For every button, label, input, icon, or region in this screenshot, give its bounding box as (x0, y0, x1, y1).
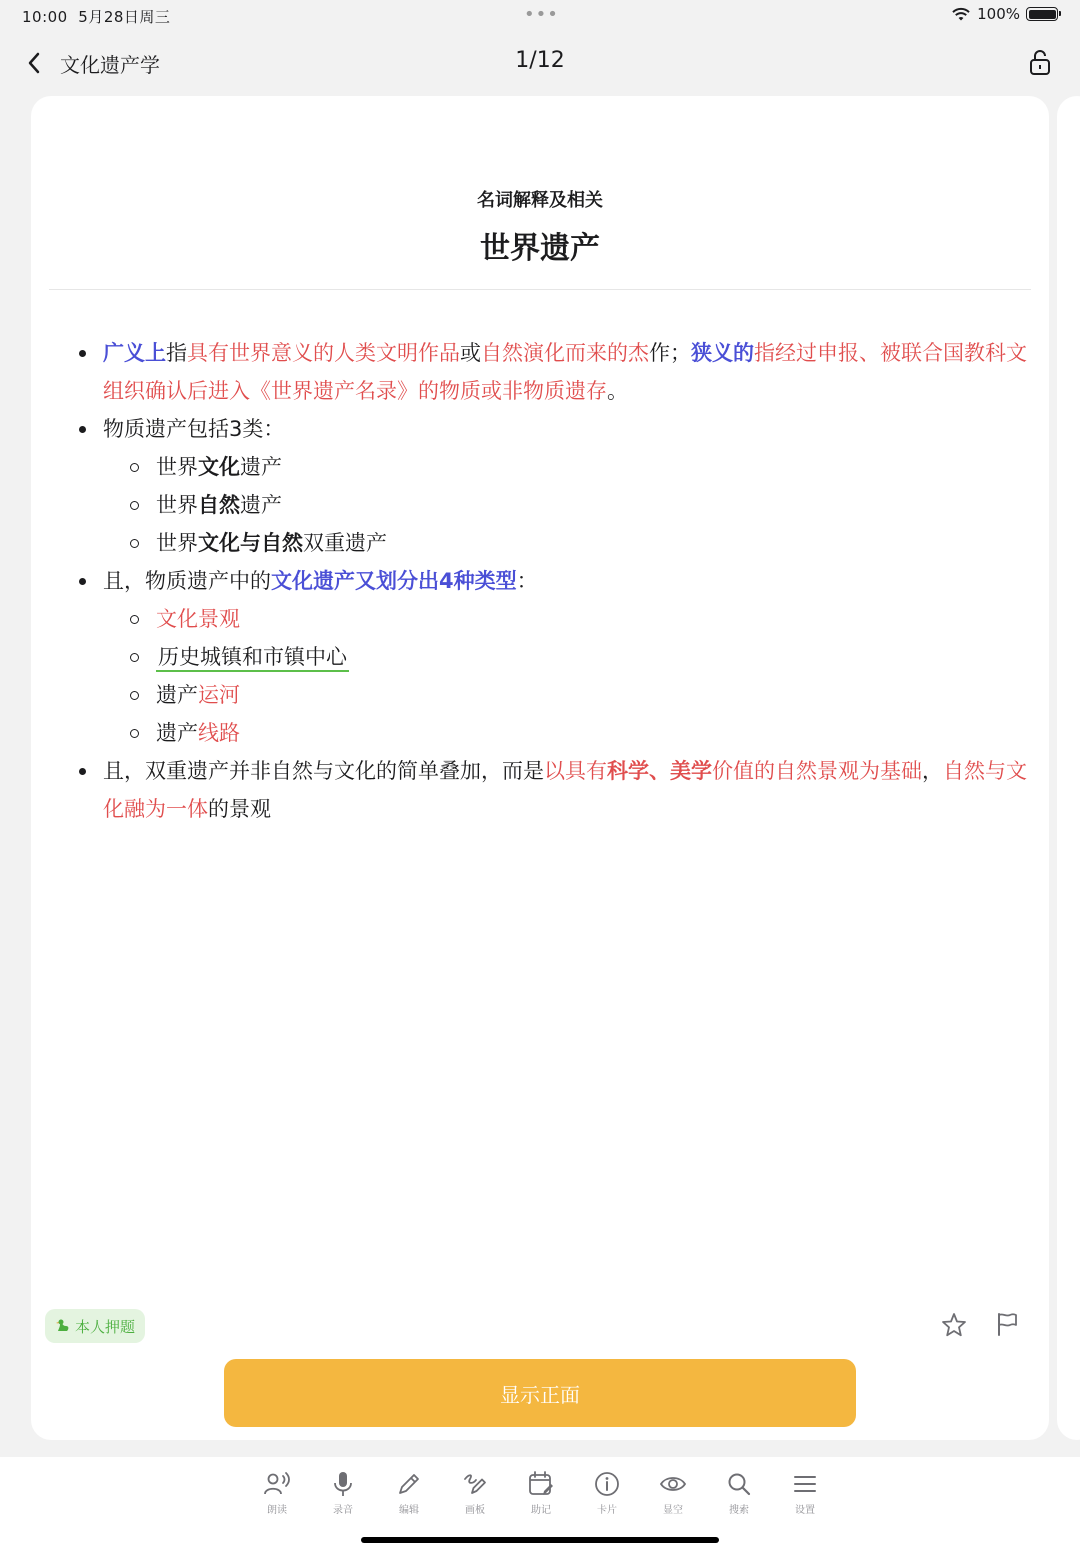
list-item: 世界自然遗产 (156, 486, 1033, 524)
tool-label: 显空 (663, 1505, 683, 1516)
next-card-peek[interactable] (1057, 96, 1080, 1440)
tag-label: 本人押题 (75, 1317, 136, 1336)
list-item: 世界文化遗产 (156, 448, 1033, 486)
battery-percent: 100% (977, 5, 1020, 23)
multitasking-dots[interactable]: ••• (524, 4, 559, 25)
back-chevron-icon[interactable] (20, 48, 50, 78)
list-item: 文化景观 (156, 600, 1033, 638)
card-content (103, 334, 1033, 828)
list-item: 且，双重遗产并非自然与文化的简单叠加，而是以具有科学、美学价值的自然景观为基础，自然与文化融为一体的景观 (103, 752, 1033, 828)
star-icon[interactable] (940, 1311, 968, 1339)
tool-label: 卡片 (597, 1505, 617, 1516)
search-icon (724, 1469, 754, 1499)
bottom-toolbar (0, 1457, 1080, 1554)
tool-label: 画板 (465, 1505, 485, 1516)
home-indicator[interactable] (361, 1537, 719, 1543)
show-front-button[interactable]: 显示正面 (224, 1359, 856, 1427)
drawing-icon (460, 1469, 490, 1499)
tag-badge[interactable] (45, 1309, 145, 1343)
tool-label: 朗读 (267, 1505, 287, 1516)
nav-bar (0, 36, 1080, 90)
read-aloud-icon (262, 1469, 292, 1499)
unlock-icon[interactable] (1026, 47, 1054, 77)
card-subtitle: 名词解释及相关 (477, 190, 603, 211)
wifi-icon (951, 7, 971, 22)
list-item: 物质遗产包括3类： 世界文化遗产 世界自然遗产 世界文化与自然双重遗产 (103, 410, 1033, 562)
tool-edit[interactable] (376, 1469, 442, 1516)
tool-settings[interactable] (772, 1469, 838, 1516)
flashcard (31, 96, 1049, 1440)
duck-icon (55, 1318, 71, 1334)
calendar-edit-icon (526, 1469, 556, 1499)
list-item: 遗产线路 (156, 714, 1033, 752)
tool-label: 助记 (531, 1505, 551, 1516)
list-item: 且，物质遗产中的文化遗产又划分出4种类型： 文化景观 历史城镇和市镇中心 遗产运河 遗产线路 (103, 562, 1033, 752)
card-divider (49, 289, 1031, 290)
tool-label: 搜索 (729, 1505, 749, 1516)
tool-record[interactable] (310, 1469, 376, 1516)
battery-icon (1026, 7, 1058, 21)
pencil-icon (394, 1469, 424, 1499)
eye-icon (658, 1469, 688, 1499)
list-item: 历史城镇和市镇中心 (156, 638, 1033, 676)
tool-drawing[interactable] (442, 1469, 508, 1516)
list-item: 遗产运河 (156, 676, 1033, 714)
tool-show-blank[interactable] (640, 1469, 706, 1516)
menu-icon (790, 1469, 820, 1499)
status-bar (0, 0, 1080, 32)
deck-title[interactable]: 文化遗产学 (60, 53, 160, 77)
info-icon (592, 1469, 622, 1499)
status-indicators (951, 5, 1058, 23)
tool-label: 录音 (333, 1505, 353, 1516)
microphone-icon (328, 1469, 358, 1499)
list-item: 世界文化与自然双重遗产 (156, 524, 1033, 562)
status-time: 10:00 5月28日周三 (22, 8, 171, 26)
tool-read-aloud[interactable] (244, 1469, 310, 1516)
list-item: 广义上指具有世界意义的人类文明作品或自然演化而来的杰作；狭义的指经过申报、被联合国教科文组织确认后进入《世界遗产名录》的物质或非物质遗存。 (103, 334, 1033, 410)
card-counter: 1/12 (515, 48, 565, 73)
card-title: 世界遗产 (480, 231, 600, 266)
tool-label: 设置 (795, 1505, 815, 1516)
tool-card[interactable] (574, 1469, 640, 1516)
flag-icon[interactable] (993, 1310, 1021, 1338)
tool-mnemonic[interactable] (508, 1469, 574, 1516)
tool-label: 编辑 (399, 1505, 419, 1516)
tool-search[interactable] (706, 1469, 772, 1516)
